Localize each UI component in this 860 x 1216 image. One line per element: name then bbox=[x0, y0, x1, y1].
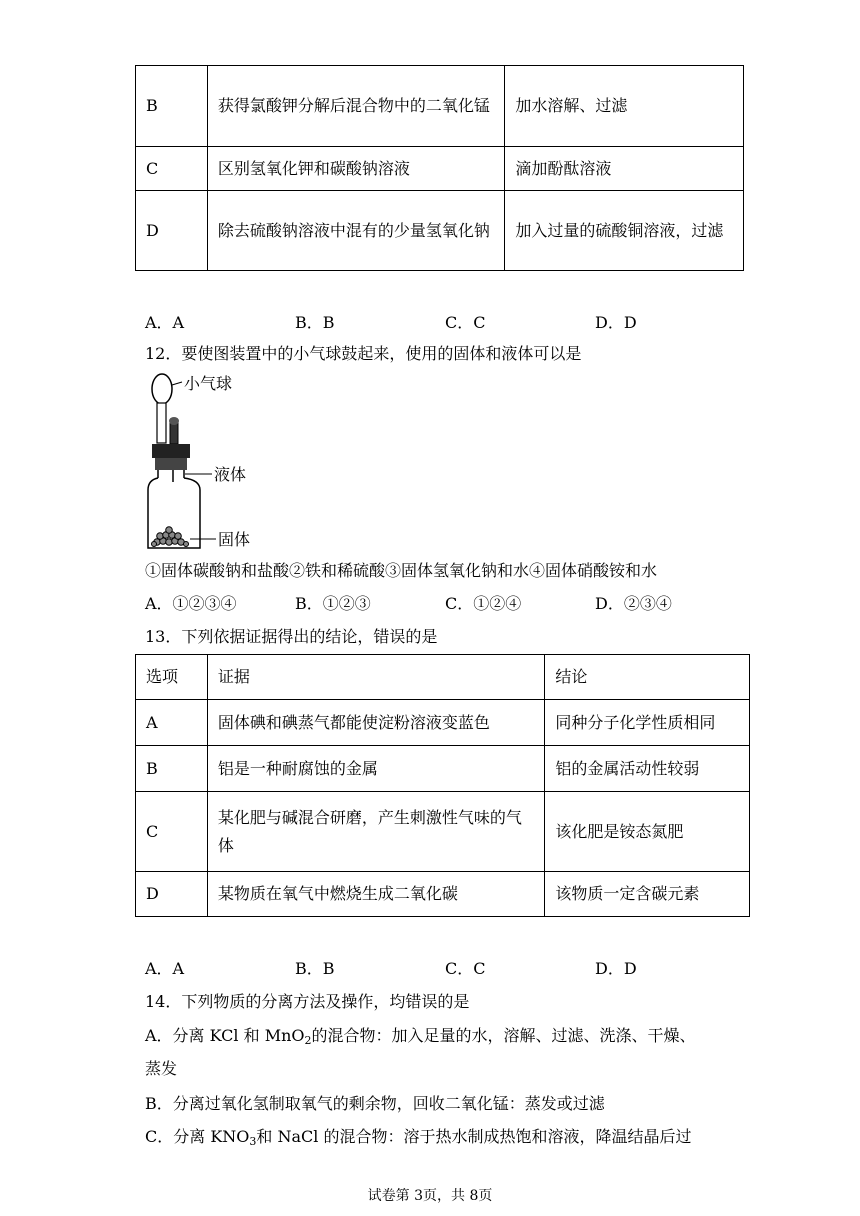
table-row bbox=[136, 872, 750, 917]
option-b[interactable]: B．B bbox=[295, 959, 335, 978]
evidence-cell: 某物质在氧气中燃烧生成二氧化碳 bbox=[207, 872, 544, 917]
header-evidence: 证据 bbox=[207, 655, 544, 700]
q14-a-text-2: 的混合物：加入足量的水，溶解、过滤、洗涤、干燥、 bbox=[311, 1026, 696, 1045]
method-cell: 加水溶解、过滤 bbox=[505, 66, 744, 147]
apparatus-diagram bbox=[140, 370, 270, 555]
q14-stem: 14．下列物质的分离方法及操作，均错误的是 bbox=[145, 992, 470, 1011]
q14-a-text-1: A．分离 KCl 和 MnO bbox=[145, 1026, 305, 1045]
q13-table bbox=[135, 654, 750, 917]
table-row bbox=[136, 147, 744, 191]
solid-label: 固体 bbox=[218, 532, 251, 549]
table-row bbox=[136, 792, 750, 872]
method-cell: 加入过量的硫酸铜溶液，过滤 bbox=[505, 191, 744, 271]
option-c[interactable]: C．C bbox=[445, 959, 486, 978]
conclusion-cell: 该化肥是铵态氮肥 bbox=[545, 792, 750, 872]
option-a[interactable]: A．A bbox=[145, 959, 185, 978]
evidence-cell: 固体碘和碘蒸气都能使淀粉溶液变蓝色 bbox=[207, 700, 544, 746]
option-cell: B bbox=[136, 66, 208, 147]
option-c[interactable]: C．C bbox=[445, 313, 486, 332]
table-row bbox=[136, 191, 744, 271]
balloon-apparatus-figure bbox=[140, 370, 270, 559]
option-cell: D bbox=[136, 872, 208, 917]
table-row bbox=[136, 746, 750, 792]
page-footer: 试卷第 3页，共 8页 bbox=[367, 1188, 493, 1204]
evidence-cell: 某化肥与碱混合研磨，产生刺激性气味的气体 bbox=[207, 792, 544, 872]
balloon-label: 小气球 bbox=[184, 376, 233, 393]
table-header-row bbox=[136, 655, 750, 700]
q14-option-b[interactable]: B．分离过氧化氢制取氧气的剩余物，回收二氧化锰：蒸发或过滤 bbox=[145, 1094, 605, 1113]
table-row bbox=[136, 700, 750, 746]
conclusion-cell: 同种分子化学性质相同 bbox=[545, 700, 750, 746]
purpose-cell: 除去硫酸钠溶液中混有的少量氢氧化钠 bbox=[207, 191, 504, 271]
evidence-cell: 铝是一种耐腐蚀的金属 bbox=[207, 746, 544, 792]
option-cell: C bbox=[136, 147, 208, 191]
q14-option-a[interactable] bbox=[145, 1025, 696, 1052]
option-a[interactable]: A．A bbox=[145, 313, 185, 332]
purpose-cell: 获得氯酸钾分解后混合物中的二氧化锰 bbox=[207, 66, 504, 147]
option-c[interactable]: C．①②④ bbox=[445, 594, 522, 613]
q12-choices: ①固体碳酸钠和盐酸②铁和稀硫酸③固体氢氧化钠和水④固体硝酸铵和水 bbox=[145, 561, 658, 580]
option-b[interactable]: B．①②③ bbox=[295, 594, 371, 613]
q14-c-subscript: 3 bbox=[249, 1135, 257, 1148]
q14-a-subscript: 2 bbox=[304, 1034, 312, 1047]
q14-option-a-cont: 蒸发 bbox=[145, 1059, 178, 1078]
q14-option-c[interactable] bbox=[145, 1126, 691, 1153]
q12-stem: 12．要使图装置中的小气球鼓起来，使用的固体和液体可以是 bbox=[145, 344, 582, 363]
option-b[interactable]: B．B bbox=[295, 313, 335, 332]
option-d[interactable]: D．D bbox=[595, 313, 637, 332]
header-conclusion: 结论 bbox=[545, 655, 750, 700]
table-row bbox=[136, 66, 744, 147]
q11-table bbox=[135, 65, 744, 271]
q14-c-text-2: 和 NaCl 的混合物：溶于热水制成热饱和溶液，降温结晶后过 bbox=[256, 1127, 692, 1146]
liquid-label: 液体 bbox=[214, 467, 247, 484]
purpose-cell: 区别氢氧化钾和碳酸钠溶液 bbox=[207, 147, 504, 191]
option-cell: D bbox=[136, 191, 208, 271]
conclusion-cell: 铝的金属活动性较弱 bbox=[545, 746, 750, 792]
option-a[interactable]: A．①②③④ bbox=[145, 594, 237, 613]
conclusion-cell: 该物质一定含碳元素 bbox=[545, 872, 750, 917]
header-option: 选项 bbox=[136, 655, 208, 700]
option-cell: B bbox=[136, 746, 208, 792]
option-cell: A bbox=[136, 700, 208, 746]
method-cell: 滴加酚酞溶液 bbox=[505, 147, 744, 191]
option-d[interactable]: D．②③④ bbox=[595, 594, 672, 613]
option-d[interactable]: D．D bbox=[595, 959, 637, 978]
q14-c-text-1: C．分离 KNO bbox=[145, 1127, 250, 1146]
option-cell: C bbox=[136, 792, 208, 872]
q13-stem: 13．下列依据证据得出的结论，错误的是 bbox=[145, 627, 438, 646]
